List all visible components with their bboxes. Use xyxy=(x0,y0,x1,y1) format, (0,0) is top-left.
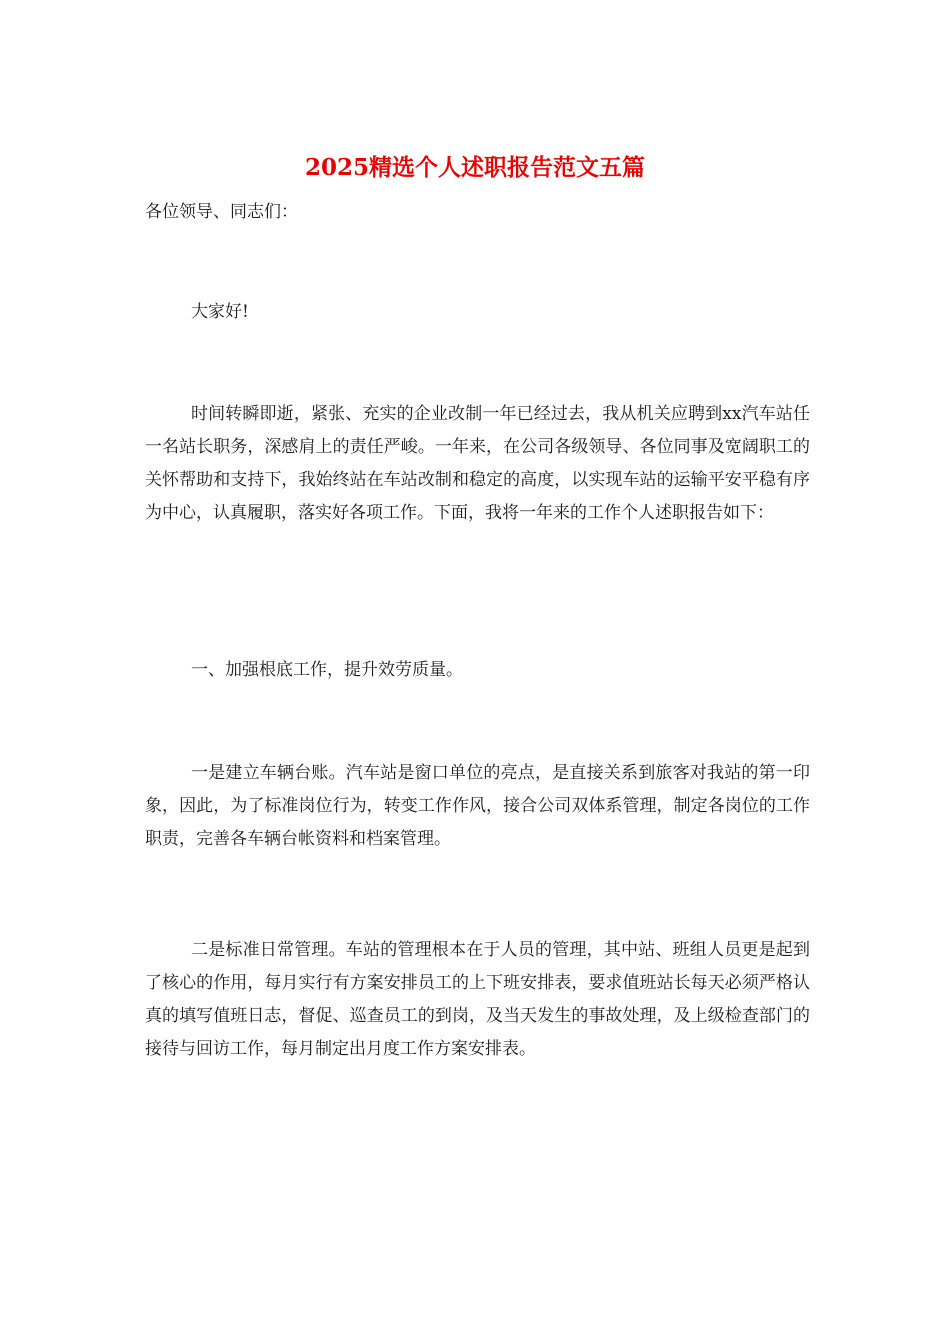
document-title: 2025精选个人述职报告范文五篇 xyxy=(304,154,645,181)
salutation: 各位领导、同志们： xyxy=(145,202,298,222)
paragraph-daily-management: 二是标准日常管理。车站的管理根本在于人员的管理，其中站、班组人员更是起到了核心的作用，每月实行有方案安排员工的上下班安排表，要求值班站长每天必须严格认真的填写值班日志，督促、巡查员工的到岗，及当天发生的事故处理，及上级检查部门的接待与回访工作，每月制定出月度工作方案安排表。 xyxy=(145,940,810,1059)
paragraph-vehicle-ledger: 一是建立车辆台账。汽车站是窗口单位的亮点，是直接关系到旅客对我站的第一印象，因此，为了标准岗位行为，转变工作作风，接合公司双体系管理，制定各岗位的工作职责，完善各车辆台帐资料和档案管理。 xyxy=(145,763,810,849)
paragraph-intro: 时间转瞬即逝，紧张、充实的企业改制一年已经过去，我从机关应聘到xx汽车站任一名站长职务，深感肩上的责任严峻。一年来，在公司各级领导、各位同事及宽阔职工的关怀帮助和支持下，我始终站在车站改制和稳定的高度，以实现车站的运输平安平稳有序为中心，认真履职，落实好各项工作。下面，我将一年来的工作个人述职报告如下： xyxy=(145,404,810,523)
greeting: 大家好! xyxy=(191,302,249,322)
section-heading-1: 一、加强根底工作，提升效劳质量。 xyxy=(191,660,463,680)
